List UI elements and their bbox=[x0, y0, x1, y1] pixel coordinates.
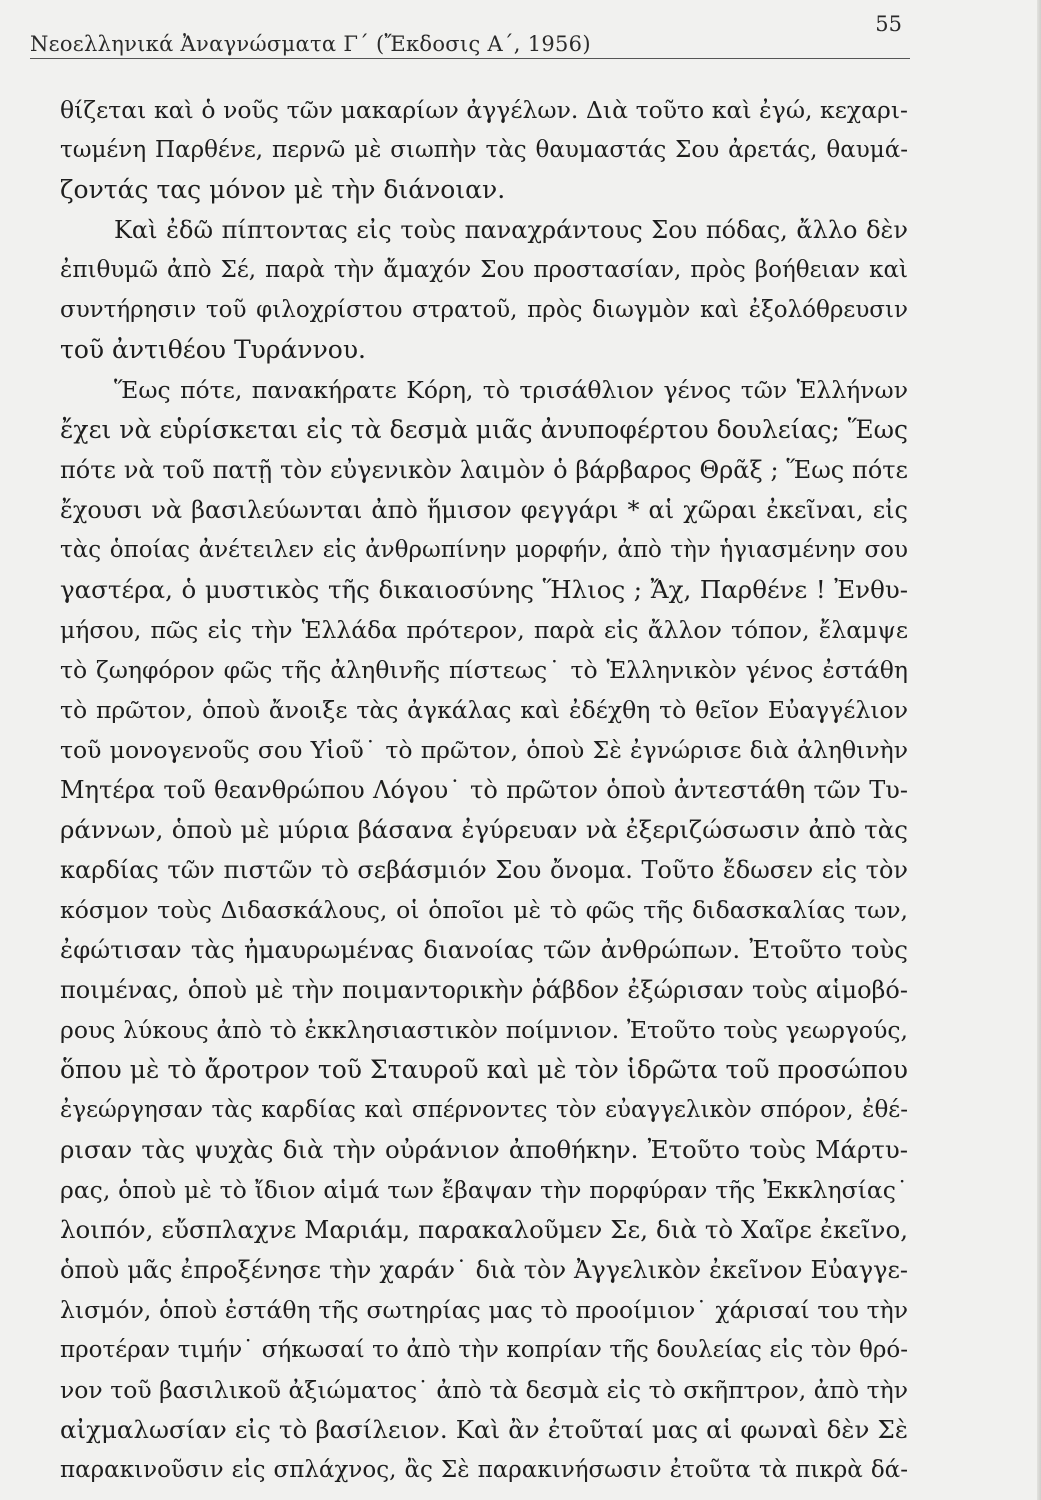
text-line: αἰχμαλωσίαν εἰς τὸ βασίλειον. Καὶ ἂν ἐτοῦταί μας αἱ φωναὶ δὲν Σὲ bbox=[60, 1415, 908, 1444]
text-line: ἔχουσι νὰ βασιλεύωνται ἀπὸ ἥμισον φεγγάρι * αἱ χῶραι ἐκεῖναι, εἰς bbox=[60, 496, 908, 524]
text-line: Ἕως πότε, πανακήρατε Κόρη, τὸ τρισάθλιον γένος τῶν Ἑλλήνων bbox=[114, 376, 908, 404]
text-line: λισμόν, ὁποὺ ἐστάθη τῆς σωτηρίας μας τὸ προοίμιον˙ χάρισαί του τὴν bbox=[60, 1296, 908, 1324]
text-line: ποιμένας, ὁποὺ μὲ τὴν ποιμαντορικὴν ῥάβδον ἐξώρισαν τοὺς αἱμοβό- bbox=[60, 976, 908, 1004]
text-line: συντήρησιν τοῦ φιλοχρίστου στρατοῦ, πρὸς διωγμὸν καὶ ἐξολόθρευσιν bbox=[60, 297, 908, 323]
text-line: ἐφώτισαν τὰς ἠμαυρωμένας διανοίας τῶν ἀνθρώπων. Ἐτοῦτο τοὺς bbox=[60, 935, 908, 964]
text-line: παρακινοῦσιν εἰς σπλάχνος, ἂς Σὲ παρακινήσωσιν ἐτοῦτα τὰ πικρὰ δά- bbox=[60, 1457, 908, 1483]
text-line: ὅπου μὲ τὸ ἄροτρον τοῦ Σταυροῦ καὶ μὲ τὸν ἱδρῶτα τοῦ προσώπου bbox=[60, 1055, 908, 1084]
scan-edge bbox=[1037, 0, 1041, 1500]
text-line: τὰς ὁποίας ἀνέτειλεν εἰς ἀνθρωπίνην μορφήν, ἀπὸ τὴν ἡγιασμένην σου bbox=[60, 537, 908, 563]
text-line: θίζεται καὶ ὁ νοῦς τῶν μακαρίων ἀγγέλων. Διὰ τοῦτο καὶ ἐγώ, κεχαρι- bbox=[60, 96, 908, 124]
text-line: ἐπιθυμῶ ἀπὸ Σέ, παρὰ τὴν ἄμαχόν Σου προστασίαν, πρὸς βοήθειαν καὶ bbox=[60, 257, 908, 283]
text-line: ζοντάς τας μόνον μὲ τὴν διάνοιαν. bbox=[60, 175, 506, 204]
text-line: ἔχει νὰ εὑρίσκεται εἰς τὰ δεσμὰ μιᾶς ἀνυποφέρτου δουλείας; Ἕως bbox=[60, 415, 908, 444]
text-line: λοιπόν, εὔσπλαχνε Μαριάμ, παρακαλοῦμεν Σε, διὰ τὸ Χαῖρε ἐκεῖνο, bbox=[60, 1215, 908, 1244]
text-line: ἐγεώργησαν τὰς καρδίας καὶ σπέρνοντες τὸν εὐαγγελικὸν σπόρον, ἐθέ- bbox=[60, 1097, 908, 1123]
text-line: πότε νὰ τοῦ πατῇ τὸν εὐγενικὸν λαιμὸν ὁ βάρβαρος Θρᾶξ ; Ἕως πότε bbox=[60, 456, 908, 484]
body-text bbox=[60, 90, 908, 1490]
page-header bbox=[30, 6, 910, 59]
text-line: τὸ ζωηφόρον φῶς τῆς ἀληθινῆς πίστεως˙ τὸ Ἑλληνικὸν γένος ἐστάθη bbox=[60, 656, 908, 684]
text-line: τοῦ μονογενοῦς σου Υἱοῦ˙ τὸ πρῶτον, ὁποὺ Σὲ ἐγνώρισε διὰ ἀληθινὴν bbox=[60, 736, 908, 764]
text-line: νον τοῦ βασιλικοῦ ἀξιώματος˙ ἀπὸ τὰ δεσμὰ εἰς τὸ σκῆπτρον, ἀπὸ τὴν bbox=[60, 1376, 908, 1404]
running-head: Νεοελληνικά Ἀναγνώσματα Γ΄ (Ἔκδοσις Α΄, 1956) bbox=[30, 32, 591, 56]
text-line: τοῦ ἀντιθέου Τυράννου. bbox=[60, 335, 366, 364]
text-line: ράννων, ὁποὺ μὲ μύρια βάσανα ἐγύρευαν νὰ ἐξεριζώσωσιν ἀπὸ τὰς bbox=[60, 815, 908, 844]
text-line: ρισαν τὰς ψυχὰς διὰ τὴν οὐράνιον ἀποθήκην. Ἐτοῦτο τοὺς Μάρτυ- bbox=[60, 1135, 908, 1164]
text-line: ὁποὺ μᾶς ἐπροξένησε τὴν χαράν˙ διὰ τὸν Ἀγγελικὸν ἐκεῖνον Εὐαγγε- bbox=[60, 1256, 908, 1284]
text-line: τωμένη Παρθένε, περνῶ μὲ σιωπὴν τὰς θαυμαστάς Σου ἀρετάς, θαυμά- bbox=[60, 137, 908, 163]
text-line: ρους λύκους ἀπὸ τὸ ἐκκλησιαστικὸν ποίμνιον. Ἐτοῦτο τοὺς γεωργούς, bbox=[60, 1016, 908, 1044]
text-line: γαστέρα, ὁ μυστικὸς τῆς δικαιοσύνης Ἥλιος ; Ἄχ, Παρθένε ! Ἐνθυ- bbox=[60, 575, 908, 604]
text-line: ρας, ὁποὺ μὲ τὸ ἴδιον αἱμά των ἔβαψαν τὴν πορφύραν τῆς Ἐκκλησίας˙ bbox=[60, 1176, 908, 1204]
page-number: 55 bbox=[875, 12, 902, 36]
text-line: Μητέρα τοῦ θεανθρώπου Λόγου˙ τὸ πρῶτον ὁποὺ ἀντεστάθη τῶν Τυ- bbox=[60, 776, 908, 804]
text-line: τὸ πρῶτον, ὁποὺ ἄνοιξε τὰς ἀγκάλας καὶ ἐδέχθη τὸ θεῖον Εὐαγγέλιον bbox=[60, 696, 908, 724]
text-line: κόσμον τοὺς Διδασκάλους, οἱ ὁποῖοι μὲ τὸ φῶς τῆς διδασκαλίας των, bbox=[60, 896, 908, 924]
text-line: Καὶ ἐδῶ πίπτοντας εἰς τοὺς παναχράντους Σου πόδας, ἄλλο δὲν bbox=[114, 216, 908, 244]
text-line: προτέραν τιμήν˙ σήκωσαί το ἀπὸ τὴν κοπρίαν τῆς δουλείας εἰς τὸν θρό- bbox=[60, 1337, 908, 1363]
text-line: μήσου, πῶς εἰς τὴν Ἑλλάδα πρότερον, παρὰ εἰς ἄλλον τόπον, ἔλαμψε bbox=[60, 616, 908, 644]
text-line: καρδίας τῶν πιστῶν τὸ σεβάσμιόν Σου ὄνομα. Τοῦτο ἔδωσεν εἰς τὸν bbox=[60, 856, 908, 884]
